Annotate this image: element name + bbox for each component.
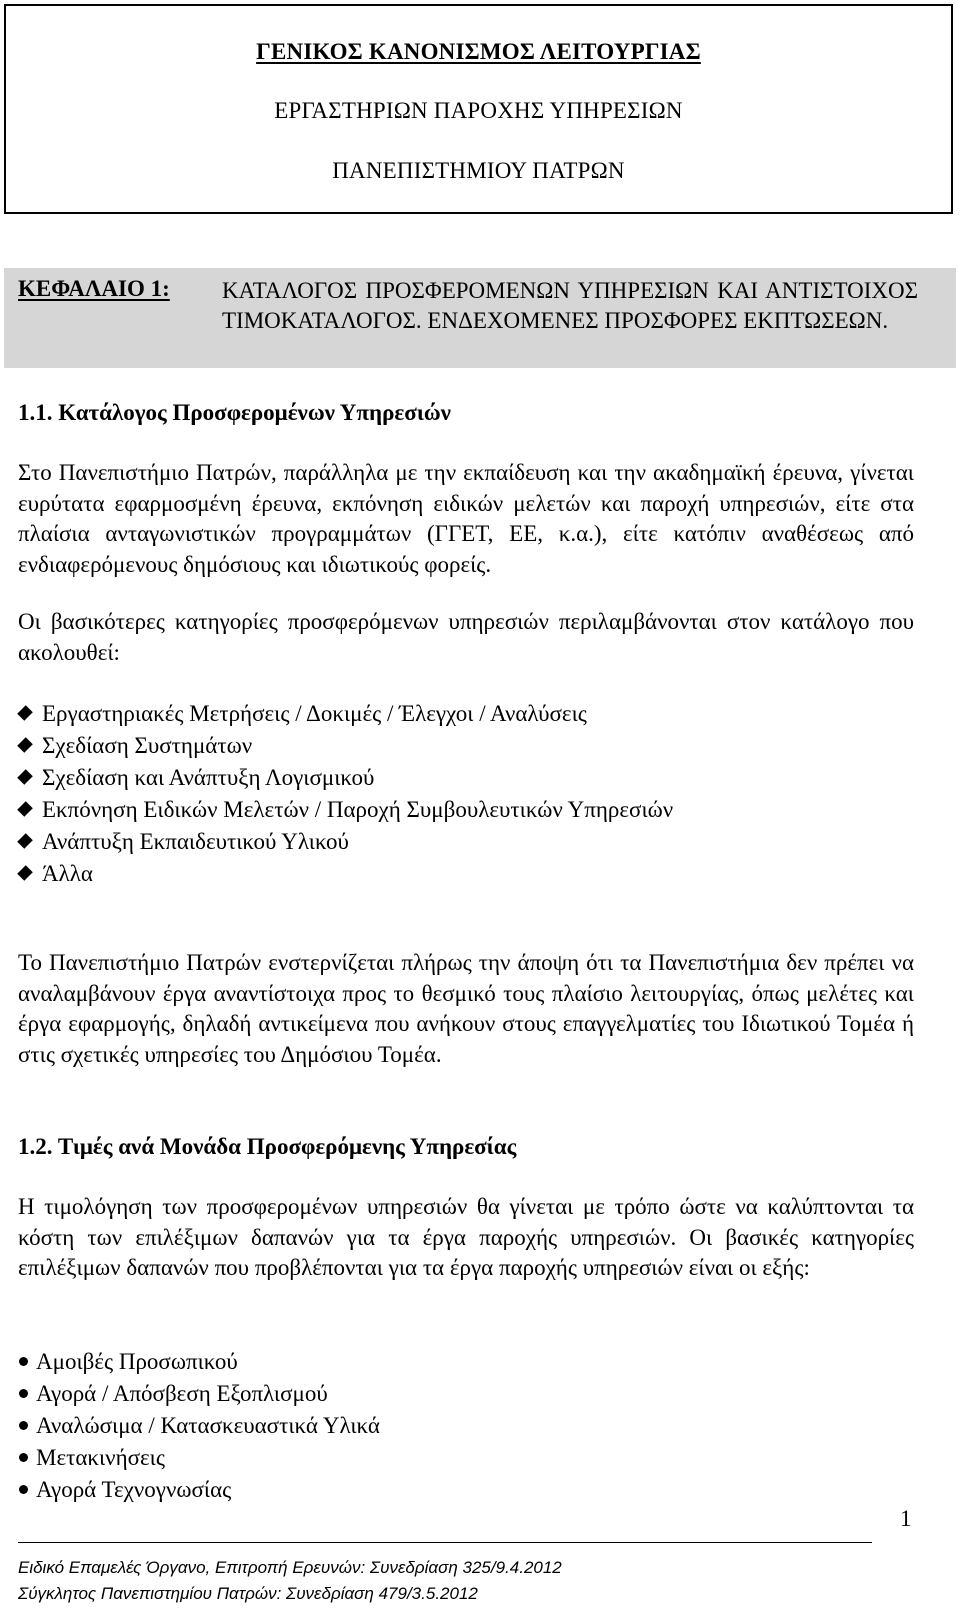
list-item <box>18 698 673 730</box>
costs-list <box>18 1346 380 1506</box>
cost-item-text: Αμοιβές Προσωπικού <box>36 1349 238 1374</box>
dot-bullet-icon <box>18 1378 36 1410</box>
title-line-3: ΠΑΝΕΠΙΣΤΗΜΙΟΥ ΠΑΤΡΩΝ <box>332 158 625 183</box>
list-item <box>18 794 673 826</box>
title-line-2: ΕΡΓΑΣΤΗΡΙΩΝ ΠΑΡΟΧΗΣ ΥΠΗΡΕΣΙΩΝ <box>274 98 683 123</box>
chapter-label: ΚΕΦΑΛΑΙΟ 1: <box>18 276 170 301</box>
section-1-1-heading: 1.1. Κατάλογος Προσφερομένων Υπηρεσιών <box>18 400 451 425</box>
section-1-2-paragraph-1: Η τιμολόγηση των προσφερομένων υπηρεσιών θα γίνεται με τρόπο ώστε να καλύπτονται τα κόστη των επιλέξιμων δαπανών για τα έργα παροχής υπηρεσιών. Οι βασικές κατηγορίες επιλέξιμων δαπανών που προβλέπονται για τα έργα παροχής υπηρεσιών είναι οι εξής: <box>18 1194 914 1280</box>
diamond-bullet-icon <box>18 826 42 858</box>
section-1-1-paragraph-1: Στο Πανεπιστήμιο Πατρών, παράλληλα με την εκπαίδευση και την ακαδημαϊκή έρευνα, γίνεται ευρύτατα εφαρμοσμένη έρευνα, εκπόνηση ειδικών μελετών και παροχή υπηρεσιών, είτε στα πλαίσια ανταγωνιστικών προγραμμάτων (ΓΓΕΤ, ΕΕ, κ.α.), είτε κατόπιν αναθέσεως από ενδιαφερόμενους δημόσιους και ιδιωτικούς φορείς. <box>18 460 914 577</box>
page-number: 1 <box>900 1506 912 1531</box>
cost-item-text: Μετακινήσεις <box>36 1445 165 1470</box>
services-list <box>18 698 673 890</box>
chapter-heading-band <box>4 268 956 368</box>
section-1-1-paragraph-3: Το Πανεπιστήμιο Πατρών ενστερνίζεται πλήρως την άποψη ότι τα Πανεπιστήμια δεν πρέπει να αναλαμβάνουν έργα αναντίστοιχα προς το θεσμικό τους πλαίσιο λειτουργίας, όπως μελέτες και έργα εφαρμογής, δηλαδή αντικείμενα που ανήκουν στους επαγγελματίες του Ιδιωτικού Τομέα ή στις σχετικές υπηρεσίες του Δημόσιου Τομέα. <box>18 950 914 1067</box>
dot-bullet-icon <box>18 1410 36 1442</box>
dot-bullet-icon <box>18 1442 36 1474</box>
service-item-text: Ανάπτυξη Εκπαιδευτικού Υλικού <box>42 829 349 854</box>
diamond-bullet-icon <box>18 698 42 730</box>
footer-line-2: Σύγκλητος Πανεπιστημίου Πατρών: Συνεδρίαση 479/3.5.2012 <box>18 1584 478 1603</box>
footer-line-1: Ειδικό Επαμελές Όργανο, Επιτροπή Ερευνών: Συνεδρίαση 325/9.4.2012 <box>18 1558 562 1577</box>
list-item <box>18 1410 380 1442</box>
list-item <box>18 826 673 858</box>
section-1-2-heading: 1.2. Τιμές ανά Μονάδα Προσφερόμενης Υπηρεσίας <box>18 1134 517 1159</box>
dot-bullet-icon <box>18 1346 36 1378</box>
dot-bullet-icon <box>18 1474 36 1506</box>
chapter-title: ΚΑΤΑΛΟΓΟΣ ΠΡΟΣΦΕΡΟΜΕΝΩΝ ΥΠΗΡΕΣΙΩΝ ΚΑΙ ΑΝΤΙΣΤΟΙΧΟΣ ΤΙΜΟΚΑΤΑΛΟΓΟΣ. ΕΝΔΕΧΟΜΕΝΕΣ ΠΡΟΣΦΟΡΕΣ ΕΚΠΤΩΣΕΩΝ. <box>222 278 918 333</box>
cost-item-text: Αναλώσιμα / Κατασκευαστικά Υλικά <box>36 1413 380 1438</box>
diamond-bullet-icon <box>18 794 42 826</box>
service-item-text: Εργαστηριακές Μετρήσεις / Δοκιμές / Έλεγχοι / Αναλύσεις <box>42 701 587 726</box>
list-item <box>18 730 673 762</box>
service-item-text: Σχεδίαση και Ανάπτυξη Λογισμικού <box>42 765 375 790</box>
list-item <box>18 1346 380 1378</box>
footer-divider <box>18 1542 872 1543</box>
service-item-text: Εκπόνηση Ειδικών Μελετών / Παροχή Συμβουλευτικών Υπηρεσιών <box>42 797 674 822</box>
diamond-bullet-icon <box>18 730 42 762</box>
list-item <box>18 858 673 890</box>
cost-item-text: Αγορά Τεχνογνωσίας <box>36 1477 232 1502</box>
title-line-1: ΓΕΝΙΚΟΣ ΚΑΝΟΝΙΣΜΟΣ ΛΕΙΤΟΥΡΓΙΑΣ <box>256 39 701 64</box>
diamond-bullet-icon <box>18 858 42 890</box>
diamond-bullet-icon <box>18 762 42 794</box>
document-title-box <box>4 4 953 214</box>
cost-item-text: Αγορά / Απόσβεση Εξοπλισμού <box>36 1381 328 1406</box>
service-item-text: Σχεδίαση Συστημάτων <box>42 733 253 758</box>
list-item <box>18 1442 380 1474</box>
section-1-1-paragraph-2: Οι βασικότερες κατηγορίες προσφερόμενων υπηρεσιών περιλαμβάνονται στον κατάλογο που ακολουθεί: <box>18 609 914 665</box>
service-item-text: Άλλα <box>42 861 93 886</box>
list-item <box>18 1474 380 1506</box>
list-item <box>18 1378 380 1410</box>
list-item <box>18 762 673 794</box>
